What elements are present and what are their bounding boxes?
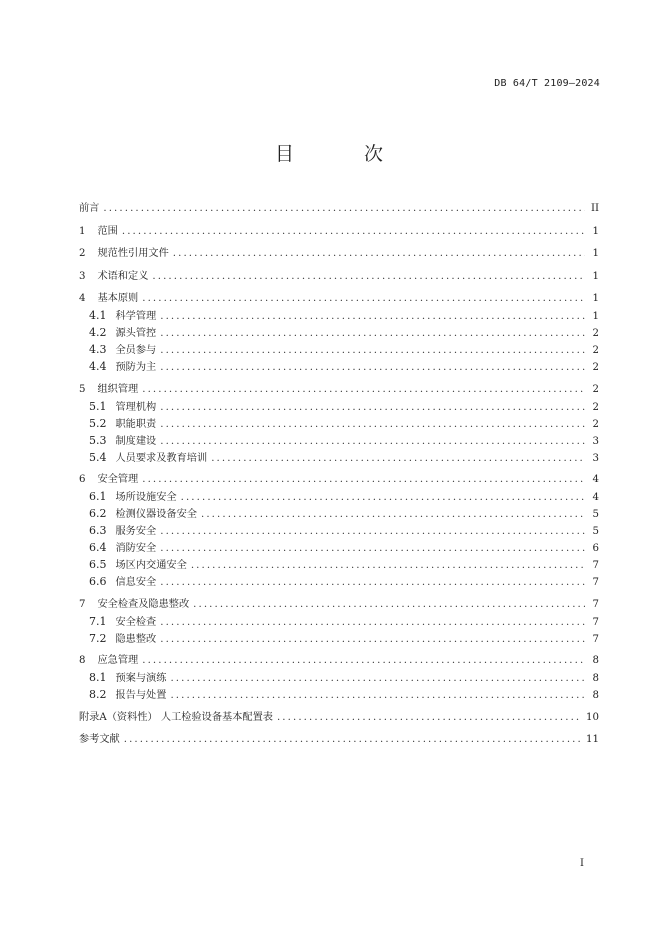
toc-entry[interactable] xyxy=(79,268,599,285)
toc-leader-dots xyxy=(191,557,585,574)
toc-entry[interactable] xyxy=(79,613,599,630)
toc-leader-dots xyxy=(160,540,585,557)
toc-entry-page: 1 xyxy=(592,248,599,259)
toc-title: 目 次 xyxy=(274,143,416,165)
toc-leader-dots xyxy=(160,523,585,540)
table-of-contents xyxy=(79,200,599,748)
toc-entry-label: 检测仪器设备安全 xyxy=(115,509,197,520)
toc-entry[interactable] xyxy=(79,573,599,590)
toc-entry-label: 服务安全 xyxy=(115,526,157,537)
toc-entry-label: 组织管理 xyxy=(97,383,139,395)
toc-entry-number: 4.2 xyxy=(89,326,107,339)
toc-entry[interactable] xyxy=(79,539,599,556)
toc-leader-dots xyxy=(173,245,585,262)
toc-leader-dots xyxy=(160,416,585,433)
toc-entry-label: 消防安全 xyxy=(115,543,157,554)
toc-entry-label: 职能职责 xyxy=(115,418,157,430)
toc-leader-dots xyxy=(170,687,585,704)
toc-entry-number: 4.4 xyxy=(89,360,107,373)
toc-entry-number: 8.1 xyxy=(89,671,107,684)
toc-entry[interactable] xyxy=(79,290,599,307)
toc-entry-page: 2 xyxy=(592,383,599,395)
toc-entry[interactable] xyxy=(79,556,599,573)
toc-entry-page: 4 xyxy=(592,474,599,485)
toc-entry[interactable] xyxy=(79,596,599,613)
toc-entry-number: 5.3 xyxy=(89,433,107,447)
toc-entry-label: 前言 xyxy=(79,203,100,214)
toc-entry-label: 安全检查及隐患整改 xyxy=(97,598,190,610)
toc-entry-number: 4 xyxy=(79,293,86,304)
toc-entry-page: 8 xyxy=(592,655,599,666)
standard-code: DB 64/T 2109—2024 xyxy=(494,78,600,89)
toc-leader-dots xyxy=(142,652,585,669)
toc-entry-number: 5.1 xyxy=(89,399,107,413)
toc-entry-label: 术语和定义 xyxy=(97,270,149,282)
toc-entry[interactable] xyxy=(79,505,599,522)
toc-entry-number: 5 xyxy=(79,383,86,395)
toc-entry[interactable] xyxy=(79,245,599,262)
toc-entry-page: 7 xyxy=(592,577,599,588)
toc-entry-number: 2 xyxy=(79,248,86,259)
toc-entry-label: 隐患整改 xyxy=(115,633,157,645)
toc-entry-label: 参考文献 xyxy=(79,734,120,745)
toc-entry[interactable] xyxy=(79,223,599,240)
toc-entry-page: 5 xyxy=(592,509,599,520)
toc-entry-number: 7.1 xyxy=(89,614,107,628)
toc-entry-page: 7 xyxy=(592,616,599,628)
toc-entry-page: 7 xyxy=(592,560,599,571)
toc-entry-number: 8.2 xyxy=(89,688,107,701)
toc-entry-page: 1 xyxy=(592,225,599,237)
toc-entry-number: 6.2 xyxy=(89,507,107,520)
toc-entry-page: 1 xyxy=(592,311,599,322)
toc-entry-page: 1 xyxy=(592,270,599,282)
toc-entry-number: 6.4 xyxy=(89,541,107,554)
toc-leader-dots xyxy=(152,268,585,285)
toc-entry-page: 2 xyxy=(592,401,599,413)
toc-entry-label: 制度建设 xyxy=(115,435,157,447)
toc-leader-dots xyxy=(122,223,585,240)
toc-entry-number: 8 xyxy=(79,655,86,666)
toc-entry[interactable] xyxy=(79,200,599,217)
toc-entry-page: 10 xyxy=(586,711,599,723)
toc-entry-label: 范围 xyxy=(97,225,118,237)
toc-entry-label: 人员要求及教育培训 xyxy=(115,452,208,464)
toc-leader-dots xyxy=(160,342,585,359)
toc-entry-number: 6.5 xyxy=(89,558,107,571)
toc-entry-label: 预案与演练 xyxy=(115,673,167,684)
toc-entry-page: 2 xyxy=(592,328,599,339)
toc-entry-page: 4 xyxy=(592,492,599,503)
toc-entry-page: 3 xyxy=(592,435,599,447)
toc-entry-number: 4.1 xyxy=(89,309,107,322)
toc-leader-dots xyxy=(124,731,582,748)
toc-entry-number: 7 xyxy=(79,598,86,610)
toc-entry-page: 6 xyxy=(592,543,599,554)
toc-entry-label: 安全管理 xyxy=(97,474,139,485)
toc-entry-label: 报告与处置 xyxy=(115,690,167,701)
toc-leader-dots xyxy=(160,308,585,325)
toc-leader-dots xyxy=(160,325,585,342)
toc-entry-number: 4.3 xyxy=(89,343,107,356)
toc-entry[interactable] xyxy=(79,307,599,324)
toc-leader-dots xyxy=(160,574,585,591)
toc-entry-label: 基本原则 xyxy=(97,293,139,304)
toc-entry-label: 规范性引用文件 xyxy=(97,248,169,259)
toc-entry[interactable] xyxy=(79,449,599,466)
toc-entry[interactable] xyxy=(79,630,599,647)
toc-entry-page: 5 xyxy=(592,526,599,537)
toc-entry-label: 应急管理 xyxy=(97,655,139,666)
toc-leader-dots xyxy=(201,506,585,523)
toc-leader-dots xyxy=(142,381,585,398)
toc-leader-dots xyxy=(142,471,585,488)
toc-leader-dots xyxy=(160,399,585,416)
toc-entry-page: II xyxy=(590,203,599,214)
toc-entry-number: 3 xyxy=(79,270,86,282)
toc-entry-label: 安全检查 xyxy=(115,616,157,628)
toc-entry[interactable] xyxy=(79,471,599,488)
toc-entry-page: 2 xyxy=(592,362,599,373)
toc-leader-dots xyxy=(181,489,585,506)
toc-entry[interactable] xyxy=(79,709,599,726)
toc-entry-page: 2 xyxy=(592,345,599,356)
toc-leader-dots xyxy=(142,290,585,307)
toc-leader-dots xyxy=(170,670,585,687)
toc-entry[interactable] xyxy=(79,381,599,398)
toc-entry[interactable] xyxy=(79,669,599,686)
toc-entry-label: 场所设施安全 xyxy=(115,492,177,503)
toc-entry[interactable] xyxy=(79,652,599,669)
toc-entry-page: 11 xyxy=(586,734,599,745)
toc-entry-label: 科学管理 xyxy=(115,311,157,322)
toc-entry-number: 7.2 xyxy=(89,631,107,645)
toc-entry-number: 5.4 xyxy=(89,450,107,464)
toc-entry-number: 6.1 xyxy=(89,490,107,503)
toc-entry-number: 6.3 xyxy=(89,524,107,537)
toc-entry[interactable] xyxy=(79,324,599,341)
toc-entry-label: 源头管控 xyxy=(115,328,157,339)
toc-entry-label: 管理机构 xyxy=(115,401,157,413)
toc-entry-page: 7 xyxy=(592,598,599,610)
toc-entry[interactable] xyxy=(79,341,599,358)
toc-entry-page: 8 xyxy=(592,673,599,684)
toc-entry-page: 1 xyxy=(592,293,599,304)
page-number: I xyxy=(580,858,584,869)
toc-entry-number: 6.6 xyxy=(89,575,107,588)
toc-entry[interactable] xyxy=(79,398,599,415)
toc-leader-dots xyxy=(160,614,585,631)
toc-entry-number: 6 xyxy=(79,474,86,485)
toc-entry-label: 预防为主 xyxy=(115,362,157,373)
toc-leader-dots xyxy=(160,631,585,648)
toc-entry-page: 2 xyxy=(592,418,599,430)
toc-entry-label: 全员参与 xyxy=(115,345,157,356)
toc-leader-dots xyxy=(103,200,585,217)
toc-entry[interactable] xyxy=(79,415,599,432)
toc-leader-dots xyxy=(277,709,582,726)
toc-entry-page: 3 xyxy=(592,452,599,464)
toc-leader-dots xyxy=(160,433,585,450)
toc-leader-dots xyxy=(160,359,585,376)
toc-entry-page: 8 xyxy=(592,690,599,701)
toc-entry-label: 场区内交通安全 xyxy=(115,560,187,571)
toc-leader-dots xyxy=(193,596,585,613)
toc-entry[interactable] xyxy=(79,686,599,703)
toc-entry[interactable] xyxy=(79,522,599,539)
toc-leader-dots xyxy=(211,450,585,467)
toc-entry-label: 附录A（资料性） 人工检验设备基本配置表 xyxy=(79,711,273,723)
toc-entry[interactable] xyxy=(79,731,599,748)
toc-entry-number: 5.2 xyxy=(89,416,107,430)
toc-entry[interactable] xyxy=(79,432,599,449)
toc-entry-label: 信息安全 xyxy=(115,577,157,588)
toc-entry-page: 7 xyxy=(592,633,599,645)
toc-entry[interactable] xyxy=(79,358,599,375)
toc-entry-number: 1 xyxy=(79,225,86,237)
toc-entry[interactable] xyxy=(79,488,599,505)
